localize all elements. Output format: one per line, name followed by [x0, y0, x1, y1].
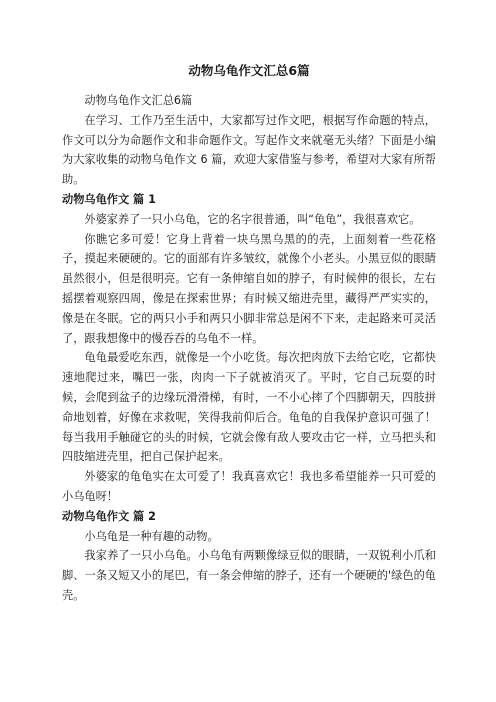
section-paragraph: 我家养了一只小乌龟。小乌龟有两颗像绿豆似的眼睛，一双锐利小爪和脚、一条又短又小的尾巴，有一条会伸缩的脖子，还有一个硬硬的'绿色的龟壳。 [62, 549, 436, 602]
section-paragraph: 龟龟最爱吃东西，就像是一个小吃货。每次把肉放下去给它吃，它都快速地爬过来，嘴巴一张，肉肉一下子就被消灭了。平时，它自己玩耍的时候，会爬到盆子的边缘玩滑滑梯，有时，一不小心摔了个四脚朝天，四肢拼命地划着，好像在求救呢，笑得我前仰后合。龟龟的自我保护意识可强了！每当我用手触碰它的头的时候，它就会像有敌人要攻击它一样，立马把头和四肢缩进壳里，把自己保护起来。 [62, 351, 436, 464]
intro-paragraph: 在学习、工作乃至生活中，大家都写过作文吧，根据写作命题的特点，作文可以分为命题作文和非命题作文。写起作文来就毫无头绪？下面是小编为大家收集的动物乌龟作文 6 篇，欢迎大家借鉴与参考，希望对大家有所帮助。 [62, 113, 436, 187]
section-paragraph: 小乌龟是一种有趣的动物。 [84, 529, 219, 543]
section-paragraph: 外婆家的龟龟实在太可爱了！我真喜欢它！我也多希望能养一只可爱的小乌龟呀！ [62, 470, 436, 503]
section-2 [62, 507, 436, 606]
section-heading: 动物乌龟作文 篇 2 [62, 509, 156, 523]
section-paragraph: 外婆家养了一只小乌龟，它的名字很普通，叫“龟龟”，我很喜欢它。 [84, 212, 421, 226]
section-heading: 动物乌龟作文 篇 1 [62, 192, 156, 206]
section-paragraph: 你瞧它多可爱！它身上背着一块乌黑乌黑的的壳，上面刻着一些花格子，摸起来硬硬的。它的面部有许多皱纹，就像个小老头。小黑豆似的眼睛虽然很小，但是很明亮。它有一条伸缩自如的脖子，有时候伸的很长，左右摇摆着观察四周，像是在探索世界；有时候又缩进壳里，藏得严严实实的，像是在冬眠。它的两只小手和两只小脚非常总是闲不下来，走起路来可灵活了，跟我想像中的慢吞吞的乌龟不一样。 [62, 232, 436, 345]
intro-subtitle: 动物乌龟作文汇总6篇 [84, 94, 193, 107]
document-title: 动物乌龟作文汇总6篇 [188, 63, 310, 78]
section-1 [62, 190, 436, 507]
